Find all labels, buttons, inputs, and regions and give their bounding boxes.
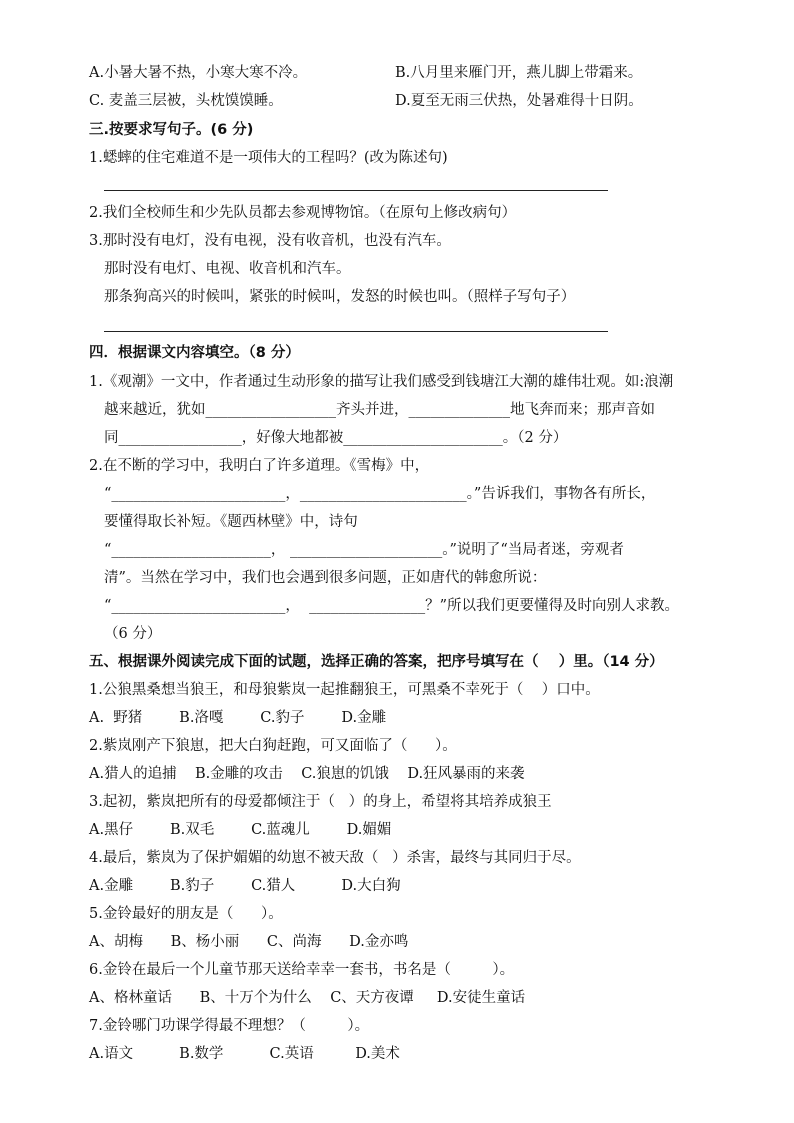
option-c: C. 麦盖三层被，头枕馍馍睡。 [89,93,283,109]
s5-question: 1.公狼黑桑想当狼王，和母狼紫岚一起推翻狼王，可黑桑不幸死于（ ）口中。 [89,682,600,698]
s5-question: 2.紫岚刚产下狼崽，把大白狗赶跑，可又面临了（ ）。 [89,738,457,754]
s5-options: A.猎人的追捕 B.金雕的攻击 C.狼崽的饥饿 D.狂风暴雨的来袭 [89,766,525,782]
option-b: B.八月里来雁门开，燕儿脚上带霜来。 [395,65,643,81]
section-3-title: 三.按要求写句子。(6 分) [89,122,254,138]
s4-line-7: “______________________， _____________________。”说明了“当局者迷，旁观者 [104,542,624,558]
s4-line-4: 2.在不断的学习中，我明白了许多道理。《雪梅》中， [89,458,430,474]
s5-question: 3.起初，紫岚把所有的母爱都倾注于（ ）的身上，希望将其培养成狼王 [89,794,552,810]
s3-question-2: 2.我们全校师生和少先队员都去参观博物馆。（在原句上修改病句） [89,205,517,221]
s5-question: 7.金铃哪门功课学得最不理想？（ ）。 [89,1018,370,1034]
s4-line-1: 1.《观潮》一文中，作者通过生动形象的描写让我们感受到钱塘江大潮的雄伟壮观。如:浪潮 [89,374,674,390]
s4-line-8: 清”。当然在学习中，我们也会遇到很多问题，正如唐代的韩愈所说： [104,570,547,586]
s5-options: A、胡梅 B、杨小丽 C、尚海 D.金亦鸣 [89,934,409,950]
s3-question-3-task: 那条狗高兴的时候叫，紧张的时候叫，发怒的时候也叫。（照样子写句子） [104,289,576,305]
s3-question-3: 3.那时没有电灯，没有电视，没有收音机，也没有汽车。 [89,233,451,249]
s4-line-10: （6 分） [104,626,162,642]
s5-options: A. 野猪 B.洛嘎 C.豹子 D.金雕 [89,710,387,726]
s5-options: A.语文 B.数学 C.英语 D.美术 [89,1046,400,1062]
option-a: A.小暑大暑不热，小寒大寒不冷。 [89,65,308,81]
s3-question-1: 1.蟋蟀的住宅难道不是一项伟大的工程吗？(改为陈述句) [89,150,448,166]
s5-question: 6.金铃在最后一个儿童节那天送给幸幸一套书，书名是（ ）。 [89,962,515,978]
section-4-title: 四．根据课文内容填空。（8 分） [89,345,300,361]
answer-line[interactable] [104,190,608,191]
section-5-title: 五、根据课外阅读完成下面的试题，选择正确的答案，把序号填写在（ ）里。（14 分） [89,654,664,670]
option-d: D.夏至无雨三伏热，处暑难得十日阴。 [395,93,643,109]
s5-options: A.金雕 B.豹子 C.猎人 D.大白狗 [89,878,401,894]
s4-line-6: 要懂得取长补短。《题西林壁》中，诗句 [104,514,358,530]
s5-question: 5.金铃最好的朋友是（ ）。 [89,906,283,922]
s5-options: A.黑仔 B.双毛 C.蓝魂儿 D.媚媚 [89,822,392,838]
s4-line-2: 越来越近，犹如__________________齐头并进，______________地飞奔而来；那声音如 [104,402,655,418]
s5-question: 4.最后，紫岚为了保护媚媚的幼崽不被天敌（ ）杀害，最终与其同归于尽。 [89,850,581,866]
s4-line-3: 同_________________，好像大地都被______________________。（2 分） [104,430,568,446]
s5-options: A、格林童话 B、十万个为什么 C、天方夜谭 D.安徒生童话 [89,990,526,1006]
answer-line[interactable] [104,331,608,332]
s4-line-9: “________________________， ________________？”所以我们更要懂得及时向别人求教。 [104,598,680,614]
s3-question-3-example: 那时没有电灯、电视、收音机和汽车。 [104,261,351,277]
s4-line-5: “________________________，_______________________。”告诉我们，事物各有所长， [104,486,656,502]
